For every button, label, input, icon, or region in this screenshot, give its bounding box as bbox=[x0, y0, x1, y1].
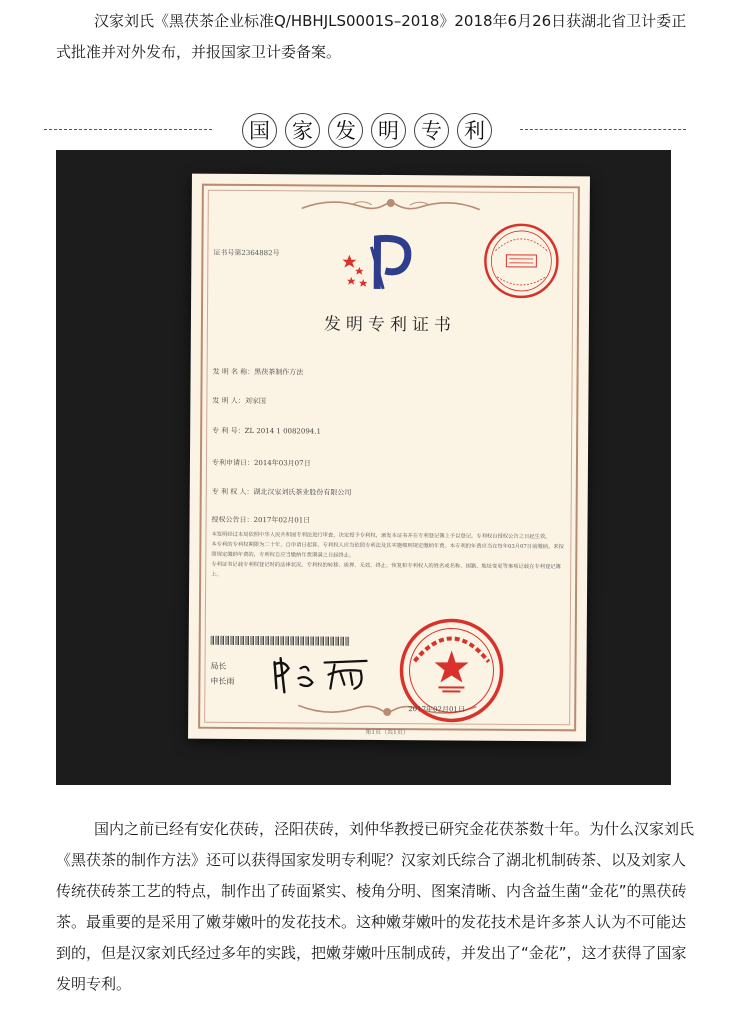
bottom-paragraph: 国内之前已经有安化茯砖，泾阳茯砖，刘仲华教授已研究金花茯茶数十年。为什么汉家刘氏《黑茯茶的制作方法》还可以获得国家发明专利呢？汉家刘氏综合了湖北机制砖茶、以及刘家人传统茯砖茶工艺的特点，制作出了砖面紧实、棱角分明、图案清晰、内含益生菌“金花”的黑茯砖茶。最重要的是采用了嫩芽嫩叶的发花技术。这种嫩芽嫩叶的发花技术是许多茶人认为不可能达到的，但是汉家刘氏经过多年的实践，把嫩芽嫩叶压制成砖，并发出了“金花”，这才获得了国家发明专利。 bbox=[56, 820, 695, 993]
patent-certificate bbox=[188, 174, 590, 742]
certificate-body bbox=[211, 530, 567, 582]
certificate-paragraph: 专利证书记载专利权登记时的法律状况。专利权的转移、质押、无效、终止、恢复和专利权人的姓名或名称、国籍、地址变更等事项记载在专利登记簿上。 bbox=[211, 561, 561, 578]
ornament-top bbox=[292, 194, 490, 215]
director-name: 申长雨 bbox=[210, 676, 235, 686]
field-inventor: 发 明 人：刘家国 bbox=[212, 396, 266, 406]
field-patentee: 专 利 权 人：湖北汉家刘氏茶业股份有限公司 bbox=[211, 487, 352, 497]
stamp-date: 2017年02月01日 bbox=[408, 705, 465, 714]
director-title: 局长 bbox=[210, 661, 227, 671]
heading-char: 专 bbox=[414, 113, 449, 148]
certificate-paragraph: 本专利的专利权期限为二十年，自申请日起算。专利权人应当依照专利法及其实施细则规定缴纳年费。本专利的年费应当在每年03月07日前缴纳。未按照规定缴纳年费的，专利权自应当缴纳年费期满之日起终止。 bbox=[211, 541, 564, 559]
intro-paragraph: 汉家刘氏《黑茯茶企业标准Q/HBHJLS0001S–2018》2018年6月26日获湖北省卫计委正式批准并对外发布，并报国家卫计委备案。 bbox=[56, 12, 687, 61]
field-patent-number: 专 利 号：ZL 2014 1 0082094.1 bbox=[212, 426, 321, 436]
certificate-page-number: 第1页（共1页） bbox=[365, 728, 409, 737]
divider-right bbox=[520, 129, 686, 130]
certificate-title: 发明专利证书 bbox=[323, 314, 456, 336]
field-grant-date: 授权公告日：2017年02月01日 bbox=[211, 515, 311, 525]
heading-char: 明 bbox=[371, 113, 406, 148]
patent-office-logo-icon bbox=[341, 227, 421, 298]
divider-left bbox=[44, 129, 212, 130]
heading-char: 发 bbox=[328, 113, 363, 148]
section-heading bbox=[216, 110, 518, 150]
field-invention-name: 发 明 名 称：黑茯茶制作方法 bbox=[212, 367, 304, 377]
director-signature bbox=[270, 654, 380, 695]
field-application-date: 专利申请日：2014年03月07日 bbox=[211, 458, 311, 468]
heading-char: 利 bbox=[457, 113, 492, 148]
certificate-paragraph: 本发明经过本局依照中华人民共和国专利法进行审查，决定授予专利权，颁发本证书并在专利登记簿上予以登记。专利权自授权公告之日起生效。 bbox=[211, 531, 551, 541]
heading-char: 家 bbox=[285, 113, 320, 148]
official-seal-top bbox=[481, 221, 562, 302]
barcode bbox=[211, 636, 349, 646]
certificate-number: 证书号第2364882号 bbox=[213, 248, 280, 258]
heading-char: 国 bbox=[242, 113, 277, 148]
